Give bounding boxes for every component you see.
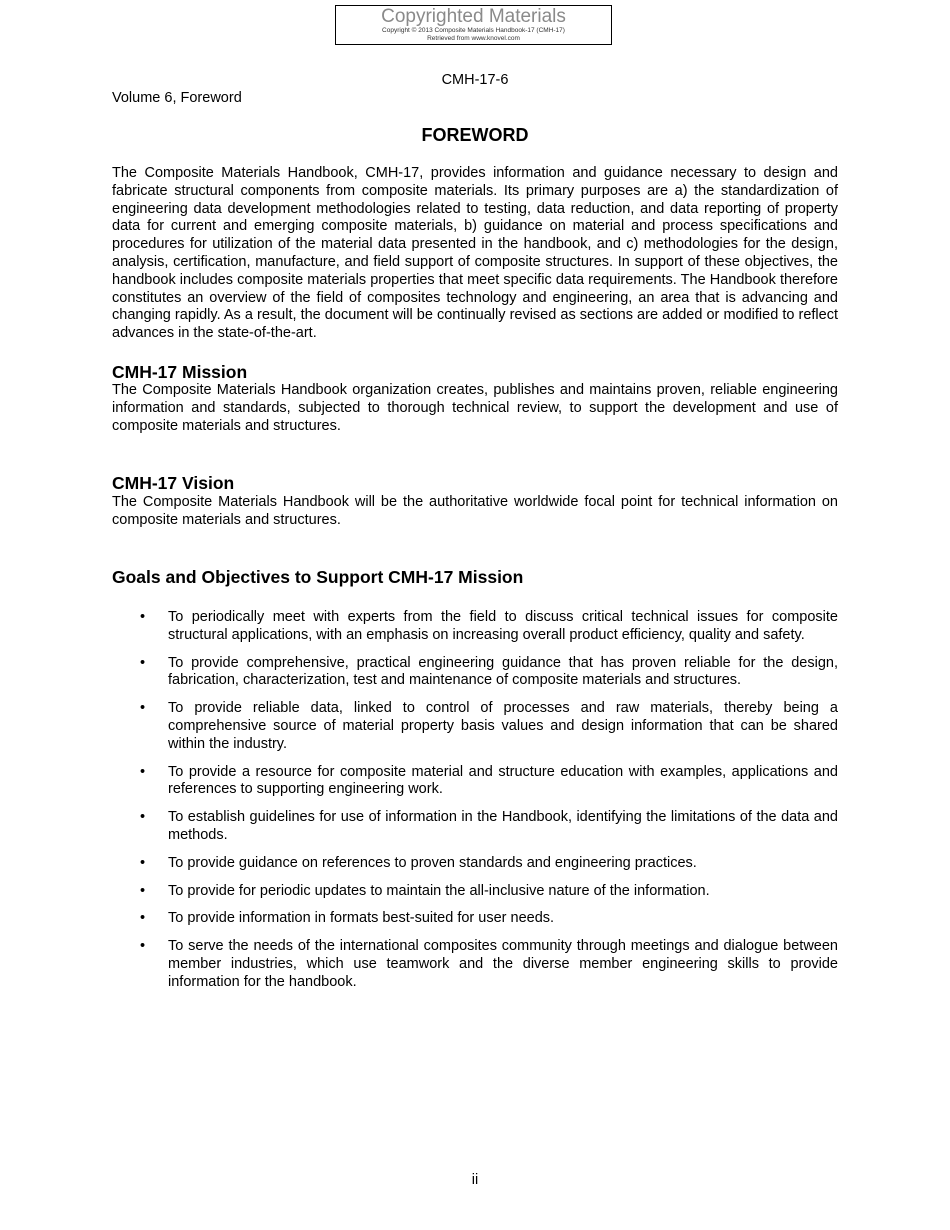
list-item [112, 655, 838, 691]
copyright-stamp-line-1: Copyright © 2013 Composite Materials Handbook-17 (CMH-17) [382, 27, 565, 34]
bullet-icon: • [140, 938, 146, 955]
page-title: FOREWORD [421, 125, 529, 145]
bullet-icon: • [140, 763, 146, 780]
bullet-icon: • [140, 654, 146, 671]
list-item [112, 764, 838, 800]
list-item [112, 883, 838, 901]
goals-heading: Goals and Objectives to Support CMH-17 Mission [112, 567, 524, 587]
copyright-stamp-title: Copyrighted Materials [381, 6, 566, 27]
document-id: CMH-17-6 [441, 72, 509, 88]
list-item-text: To periodically meet with experts from the field to discuss critical technical issues for composite structural applications, with an emphasis on increasing overall product efficiency, quality and safety. [168, 609, 838, 643]
page-number: ii [471, 1172, 479, 1188]
copyright-stamp-line-2: Retrieved from www.knovel.com [427, 35, 520, 42]
list-item-text: To serve the needs of the international composites community through meetings and dialogue between member industries, which use teamwork and the diverse member engineering skills to provide information for the handbook. [168, 938, 838, 990]
volume-label: Volume 6, Foreword [112, 90, 242, 106]
bullet-icon: • [140, 700, 146, 717]
list-item-text: To provide reliable data, linked to control of processes and raw materials, thereby being a comprehensive source of material property basis values and design information that can be shared within the industry. [168, 700, 838, 752]
list-item [112, 700, 838, 753]
list-item-text: To provide guidance on references to proven standards and engineering practices. [168, 854, 697, 871]
bullet-icon: • [140, 882, 146, 899]
list-item-text: To provide a resource for composite material and structure education with examples, applications and references to supporting engineering work. [168, 763, 838, 798]
list-item-text: To establish guidelines for use of information in the Handbook, identifying the limitations of the data and methods. [168, 809, 838, 843]
bullet-icon: • [140, 609, 146, 625]
list-item [112, 809, 838, 845]
goals-list [112, 609, 838, 1002]
bullet-icon: • [140, 809, 146, 826]
bullet-icon: • [140, 854, 146, 871]
vision-paragraph: The Composite Materials Handbook will be the authoritative worldwide focal point for technical information on composite materials and structures. [112, 494, 838, 528]
list-item-text: To provide for periodic updates to maintain the all-inclusive nature of the information. [168, 882, 710, 899]
list-item-text: To provide information in formats best-suited for user needs. [168, 910, 555, 927]
list-item-text: To provide comprehensive, practical engineering guidance that has proven reliable for the design, fabrication, characterization, test and maintenance of composite materials and structures. [168, 654, 838, 689]
intro-paragraph: The Composite Materials Handbook, CMH-17, provides information and guidance necessary to design and fabricate structural components from composite materials. Its primary purposes are a) the standardization of engineering data development methodologies related to testing, data reduction, and data reporting of property data for current and emerging composite materials, b) guidance on material and process specifications and procedures for utilization of the material data presented in the handbook, and c) methodologies for the design, analysis, certification, manufacture, and field support of composite structures. In support of these objectives, the handbook includes composite materials properties that meet specific data requirements. The Handbook therefore constitutes an overview of the field of composites technology and engineering, an area that is advancing and changing rapidly. As a result, the document will be continually revised as sections are added or modified to reflect advances in the state-of-the-art. [112, 165, 838, 342]
vision-heading: CMH-17 Vision [112, 473, 235, 493]
list-item [112, 938, 838, 991]
list-item [112, 609, 838, 645]
mission-paragraph: The Composite Materials Handbook organization creates, publishes and maintains proven, reliable engineering information and standards, subjected to thorough technical review, to support the development and use of composite materials and structures. [112, 382, 838, 434]
list-item [112, 855, 838, 873]
bullet-icon: • [140, 910, 146, 927]
copyright-stamp [335, 5, 612, 45]
mission-heading: CMH-17 Mission [112, 362, 248, 382]
list-item [112, 910, 838, 928]
